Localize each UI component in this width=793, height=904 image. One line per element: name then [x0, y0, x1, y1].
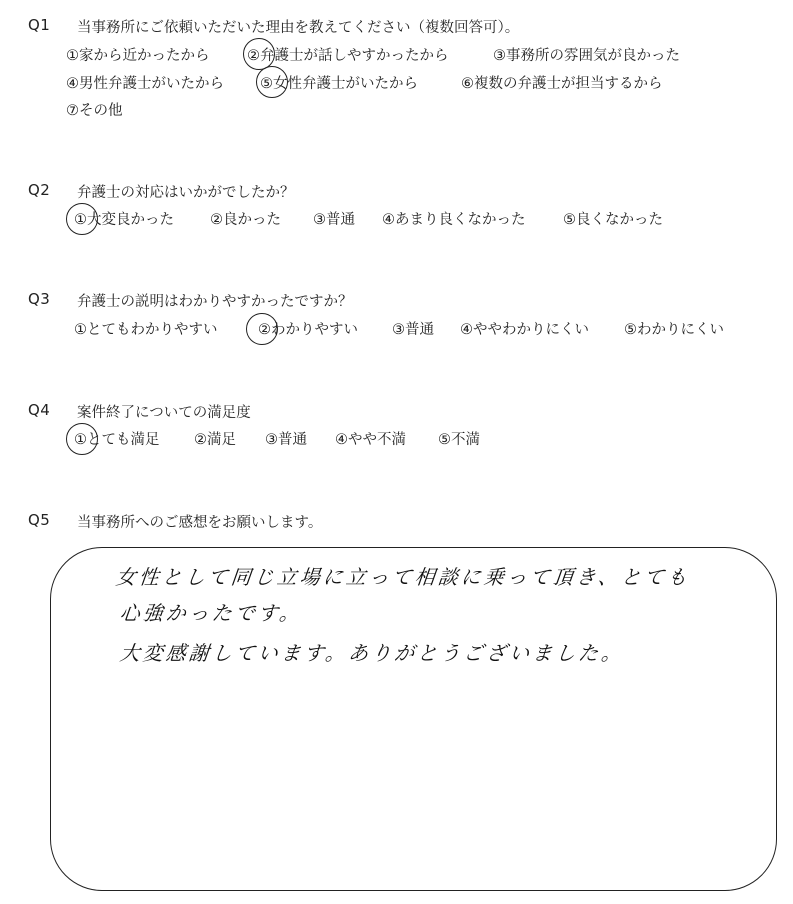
q3-option-3[interactable]: ③普通: [392, 322, 434, 338]
q1-option-6[interactable]: ⑥複数の弁護士が担当するから: [461, 76, 663, 92]
handwritten-line-3: 大変感謝しています。ありがとうございました。: [118, 641, 626, 665]
q2-option-5[interactable]: ⑤良くなかった: [563, 212, 663, 228]
q3-label: Q3: [28, 290, 51, 308]
q2-label: Q2: [28, 181, 51, 199]
q1-text: 当事務所にご依頼いただいた理由を教えてください（複数回答可）。: [77, 20, 520, 36]
q2-option-3[interactable]: ③普通: [313, 212, 355, 228]
q4-option-3[interactable]: ③普通: [265, 432, 307, 448]
q4-label: Q4: [28, 401, 51, 419]
q2-option-2[interactable]: ②良かった: [210, 212, 281, 228]
q4-option-2[interactable]: ②満足: [194, 432, 236, 448]
q1-options-row1: [66, 44, 786, 66]
q4-option-4[interactable]: ④やや不満: [335, 432, 406, 448]
q3-options-row: [74, 318, 774, 340]
q3-option-5[interactable]: ⑤わかりにくい: [624, 322, 724, 338]
q2-option-1[interactable]: ①大変良かった: [74, 212, 174, 228]
q4-options-row: [74, 428, 774, 450]
q1-option-5[interactable]: ⑤女性弁護士がいたから: [260, 76, 418, 92]
q1-options-row3: [66, 99, 266, 121]
q4-text: 案件終了についての満足度: [77, 405, 251, 421]
q1-options-row2: [66, 72, 786, 94]
q2-options-row: [74, 208, 774, 230]
q1-label: Q1: [28, 16, 51, 34]
q1-option-3[interactable]: ③事務所の雰囲気が良かった: [493, 48, 680, 64]
q2-option-4[interactable]: ④あまり良くなかった: [382, 212, 526, 228]
q5-label: Q5: [28, 511, 51, 529]
q4-option-5[interactable]: ⑤不満: [438, 432, 480, 448]
q1-option-1[interactable]: ①家から近かったから: [66, 48, 210, 64]
q5-text: 当事務所へのご感想をお願いします。: [77, 515, 323, 531]
q3-text: 弁護士の説明はわかりやすかったですか？: [77, 294, 353, 310]
q1-option-4[interactable]: ④男性弁護士がいたから: [66, 76, 224, 92]
handwritten-line-1: 女性として同じ立場に立って相談に乗って頂き、とても: [114, 565, 692, 589]
q3-option-1[interactable]: ①とてもわかりやすい: [74, 322, 218, 338]
q3-option-4[interactable]: ④ややわかりにくい: [460, 322, 589, 338]
q3-option-2[interactable]: ②わかりやすい: [258, 322, 358, 338]
q1-option-2[interactable]: ②弁護士が話しやすかったから: [247, 48, 449, 64]
q2-text: 弁護士の対応はいかがでしたか？: [77, 185, 295, 201]
q4-option-1[interactable]: ①とても満足: [74, 432, 160, 448]
handwritten-line-2: 心強かったです。: [118, 601, 304, 625]
q1-option-7[interactable]: ⑦その他: [66, 103, 123, 119]
